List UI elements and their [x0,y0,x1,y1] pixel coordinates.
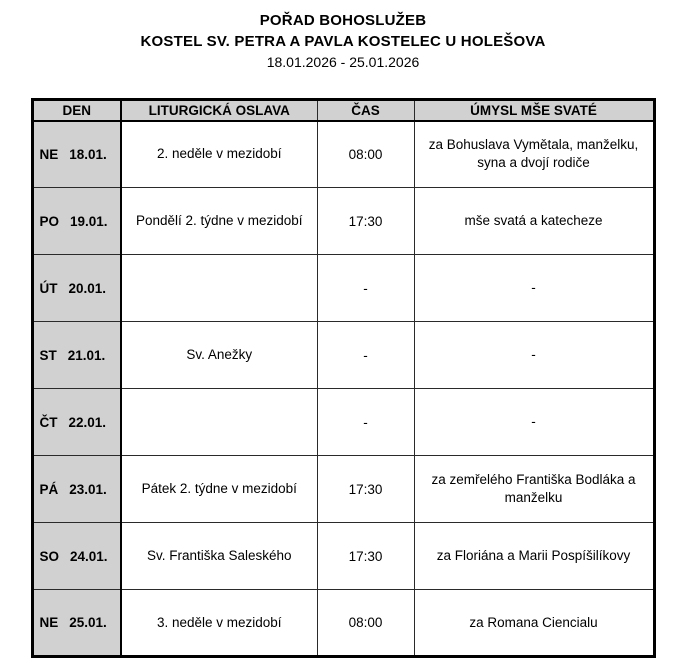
intention-cell: za Bohuslava Vymětala, manželku, syna a dvojí rodiče [414,121,654,188]
column-header-intention: ÚMYSL MŠE SVATÉ [414,100,654,121]
day-abbrev: ST [39,347,57,363]
intention-cell: mše svatá a katecheze [414,188,654,255]
celebration-cell: Sv. Anežky [121,322,317,389]
date-range: 18.01.2026 - 25.01.2026 [266,54,420,70]
time-cell: - [317,255,414,322]
schedule-table [31,98,656,658]
document-header [0,0,686,73]
column-header-celebration: LITURGICKÁ OSLAVA [121,100,317,121]
day-abbrev: ÚT [39,280,58,296]
day-date: 22.01. [68,414,107,430]
celebration-cell: Sv. Františka Saleského [121,523,317,590]
page-title: POŘAD BOHOSLUŽEB [259,12,427,29]
day-abbrev: NE [39,615,59,630]
time-cell: - [317,322,414,389]
table-row [32,456,654,523]
day-date: 19.01. [70,213,108,229]
celebration-cell: 3. neděle v mezidobí [121,590,317,657]
day-abbrev: NE [39,146,59,162]
table-row [32,523,654,590]
celebration-cell [121,255,317,322]
intention-cell: za Romana Ciencialu [414,590,654,657]
day-date: 23.01. [69,481,107,497]
day-abbrev: PO [39,213,60,229]
day-abbrev: PÁ [39,481,59,497]
celebration-cell: Pátek 2. týdne v mezidobí [121,456,317,523]
time-cell: 17:30 [317,188,414,255]
day-cell [32,523,121,590]
day-date: 25.01. [69,615,107,630]
day-cell [32,255,121,322]
day-cell [32,121,121,188]
time-cell: - [317,389,414,456]
intention-cell: za zemřelého Františka Bodláka a manželku [414,456,654,523]
time-cell: 17:30 [317,523,414,590]
day-date: 18.01. [69,146,107,162]
table-row [32,188,654,255]
intention-cell: za Floriána a Marii Pospíšilíkovy [414,523,654,590]
day-cell [32,322,121,389]
day-date: 24.01. [70,548,108,564]
day-abbrev: ČT [39,414,58,430]
time-cell: 17:30 [317,456,414,523]
table-row [32,255,654,322]
intention-cell: - [414,389,654,456]
column-header-time: ČAS [317,100,414,121]
church-name: KOSTEL SV. PETRA A PAVLA KOSTELEC U HOLEŠOVA [140,33,546,50]
time-cell: 08:00 [317,590,414,657]
day-abbrev: SO [39,548,60,564]
day-cell [32,188,121,255]
celebration-cell [121,389,317,456]
day-cell [32,389,121,456]
day-date: 21.01. [67,347,106,363]
day-cell [32,590,121,657]
day-cell [32,456,121,523]
table-row [32,322,654,389]
time-cell: 08:00 [317,121,414,188]
table-row [32,389,654,456]
table-row [32,121,654,188]
intention-cell: - [414,255,654,322]
table-row [32,590,654,657]
day-date: 20.01. [68,280,107,296]
celebration-cell: 2. neděle v mezidobí [121,121,317,188]
table-header-row [32,100,654,121]
celebration-cell: Pondělí 2. týdne v mezidobí [121,188,317,255]
intention-cell: - [414,322,654,389]
column-header-day: DEN [32,100,121,121]
